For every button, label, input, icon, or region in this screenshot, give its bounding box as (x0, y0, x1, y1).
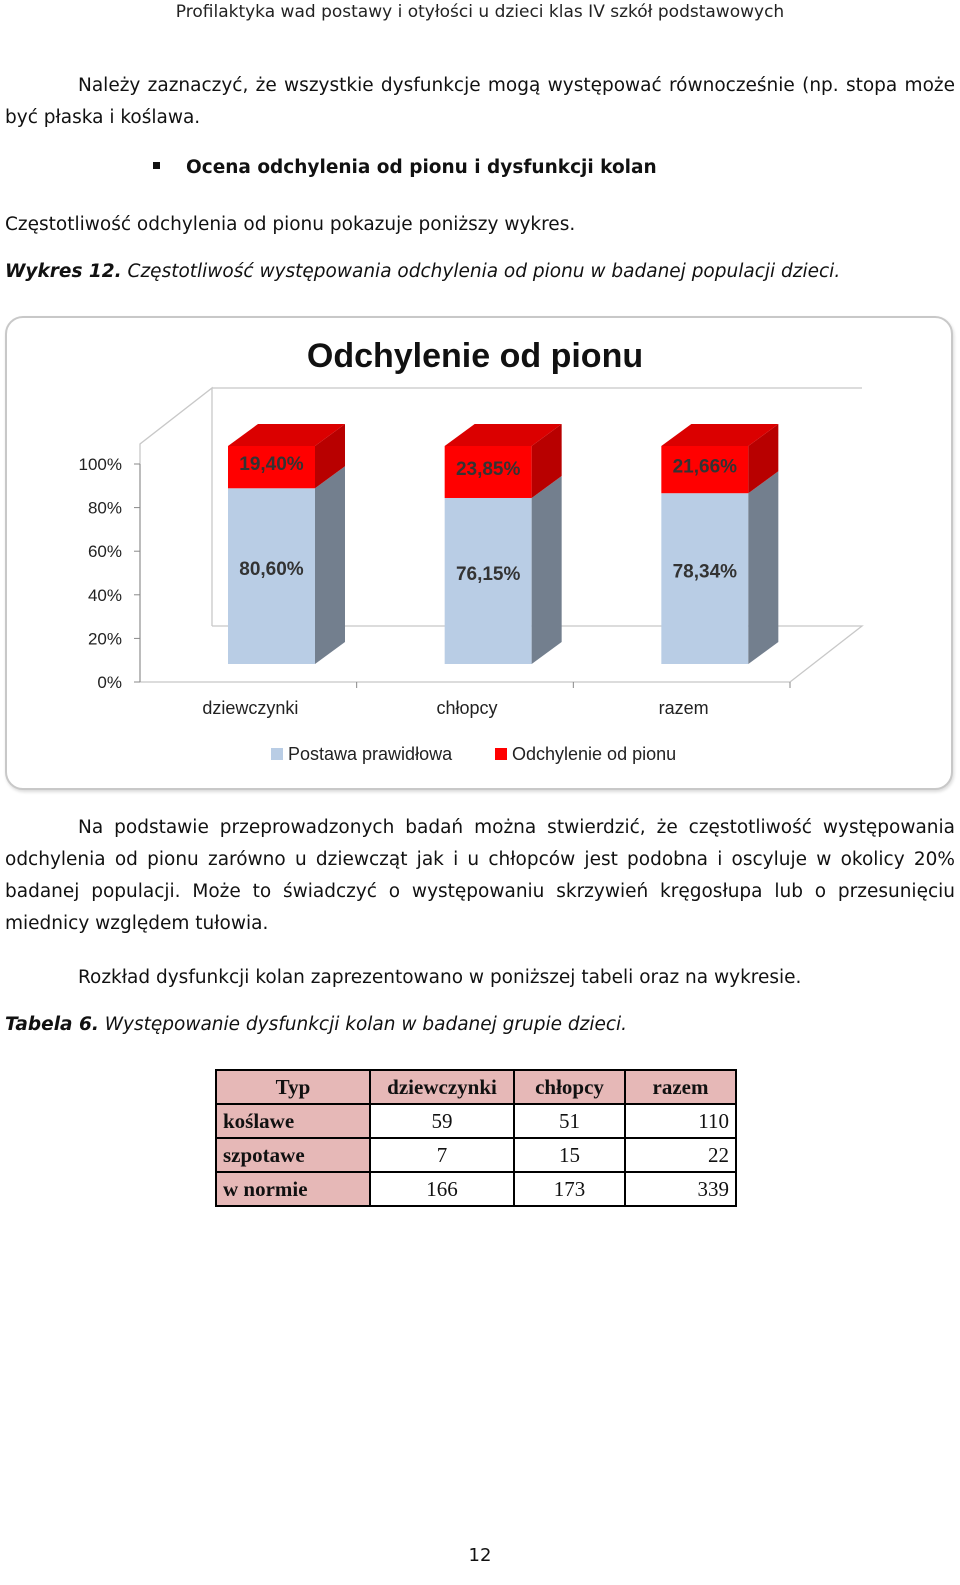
table-row (216, 1172, 736, 1206)
running-header: Profilaktyka wad postawy i otyłości u dzieci klas IV szkół podstawowych (175, 2, 785, 22)
x-tick-label: chłopcy (436, 698, 498, 718)
data-label: 21,66% (672, 456, 738, 478)
y-tick-label: 80% (87, 498, 122, 518)
paragraph-knees-intro-text: Rozkład dysfunkcji kolan zaprezentowano w poniższej tabeli oraz na wykresie. (78, 967, 802, 988)
table-cell: 22 (625, 1138, 736, 1172)
legend-swatch (271, 748, 283, 760)
page-number: 12 (468, 1545, 492, 1566)
table-cell: 59 (370, 1104, 514, 1138)
table-cell: 173 (514, 1172, 625, 1206)
data-label: 78,34% (672, 561, 738, 583)
bar-segment-side (748, 471, 778, 664)
y-tick-label: 0% (97, 673, 122, 692)
table-caption-text: Występowanie dysfunkcji kolan w badanej grupie dzieci. (98, 1014, 628, 1035)
table-header-cell: razem (625, 1070, 736, 1104)
section-heading-text: Ocena odchylenia od pionu i dysfunkcji kolan (186, 157, 657, 178)
table-row-label: koślawe (216, 1104, 370, 1138)
data-label: 80,60% (239, 559, 304, 581)
table-header-cell: chłopcy (514, 1070, 625, 1104)
table-header-cell: dziewczynki (370, 1070, 514, 1104)
knee-dysfunction-table (215, 1069, 737, 1207)
table-cell: 7 (370, 1138, 514, 1172)
table-cell: 166 (370, 1172, 514, 1206)
table-caption (5, 1014, 627, 1035)
legend-label: Odchylenie od pionu (512, 744, 677, 764)
figure-caption-text: Częstotliwość występowania odchylenia od pionu w badanej populacji dzieci. (121, 261, 841, 282)
paragraph-analysis-text: Na podstawie przeprowadzonych badań można stwierdzić, że częstotliwość występowania odchylenia od pionu zarówno u dziewcząt jak i u chłopców jest podobna i oscyluje w okolicy 20% badanej populacji. Może to świadczyć o występowaniu skrzywień kręgosłupa lub o przesunięciu miednicy względem tułowia. (5, 817, 955, 934)
y-tick-label: 20% (87, 629, 122, 649)
data-label: 23,85% (455, 458, 521, 480)
paragraph-intro-text: Należy zaznaczyć, że wszystkie dysfunkcje mogą występować równocześnie (np. stopa może być płaska i koślawa. (5, 75, 955, 128)
chart-title: Odchylenie od pionu (306, 337, 644, 375)
table-row-label: szpotawe (216, 1138, 370, 1172)
x-tick-label: dziewczynki (202, 698, 299, 718)
table-cell: 339 (625, 1172, 736, 1206)
table-row-label: w normie (216, 1172, 370, 1206)
y-tick-label: 40% (87, 585, 122, 605)
paragraph-knees-intro (5, 962, 955, 994)
table-row (216, 1138, 736, 1172)
data-label: 76,15% (455, 563, 521, 585)
x-tick-label: razem (658, 698, 709, 718)
data-label: 19,40% (239, 454, 304, 476)
figure-caption-label: Wykres 12. (5, 261, 122, 282)
table-cell: 15 (514, 1138, 625, 1172)
chart-legend (271, 744, 676, 764)
paragraph-analysis (5, 812, 955, 940)
y-tick-label: 100% (78, 455, 122, 474)
y-tick-label: 60% (87, 542, 122, 562)
table-row (216, 1104, 736, 1138)
table-cell: 51 (514, 1104, 625, 1138)
chart-side-wall (140, 388, 212, 682)
legend-label: Postawa prawidłowa (288, 744, 453, 764)
bar-segment-side (315, 466, 345, 664)
table-caption-label: Tabela 6. (5, 1014, 99, 1035)
legend-swatch (495, 748, 507, 760)
paragraph-chart-intro: Częstotliwość odchylenia od pionu pokazuje poniższy wykres. (5, 214, 576, 235)
table-cell: 110 (625, 1104, 736, 1138)
table-header-row (216, 1070, 736, 1104)
table-header-cell: Typ (216, 1070, 370, 1104)
bar-segment-side (532, 476, 562, 664)
